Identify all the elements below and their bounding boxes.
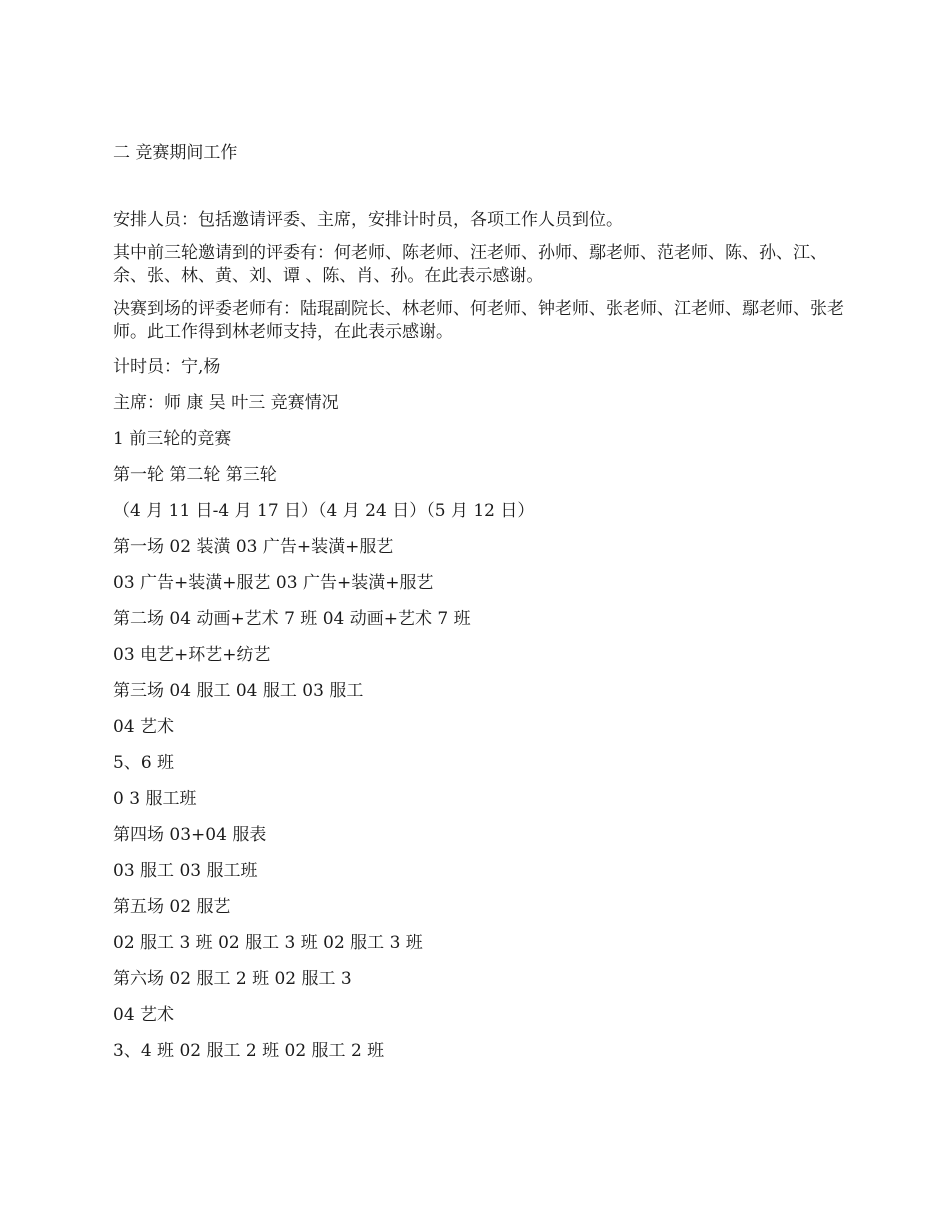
text-line: 5、6 班 <box>113 753 175 773</box>
text-line: 03 电艺+环艺+纺艺 <box>113 645 271 665</box>
section-heading: 二 竞赛期间工作 <box>113 143 238 163</box>
text-line: 3、4 班 02 服工 2 班 02 服工 2 班 <box>113 1041 385 1061</box>
text-line: 第一轮 第二轮 第三轮 <box>113 465 277 485</box>
text-line: 04 艺术 <box>113 717 175 737</box>
text-line: 第五场 02 服艺 <box>113 897 231 917</box>
text-line: （4 月 11 日-4 月 17 日）（4 月 24 日）（5 月 12 日） <box>113 501 535 521</box>
document-page <box>113 140 848 1074</box>
paragraph-final-judges: 决赛到场的评委老师有：陆琨副院长、林老师、何老师、钟老师、张老师、江老师、鄢老师、张老师。此工作得到林老师支持，在此表示感谢。 <box>113 299 844 342</box>
text-line: 第六场 02 服工 2 班 02 服工 3 <box>113 969 352 989</box>
text-line: 0 3 服工班 <box>113 789 197 809</box>
text-line: 1 前三轮的竞赛 <box>113 429 232 449</box>
text-line: 第三场 04 服工 04 服工 03 服工 <box>113 681 364 701</box>
text-line: 03 广告+装潢+服艺 03 广告+装潢+服艺 <box>113 573 434 593</box>
text-line: 02 服工 3 班 02 服工 3 班 02 服工 3 班 <box>113 933 423 953</box>
paragraph-staffing: 安排人员：包括邀请评委、主席，安排计时员，各项工作人员到位。 <box>113 210 623 230</box>
text-line: 第四场 03+04 服表 <box>113 825 267 845</box>
text-line: 04 艺术 <box>113 1005 175 1025</box>
text-line: 03 服工 03 服工班 <box>113 861 258 881</box>
text-line: 第一场 02 装潢 03 广告+装潢+服艺 <box>113 537 394 557</box>
text-line: 计时员：宁,杨 <box>113 357 221 377</box>
text-line: 第二场 04 动画+艺术 7 班 04 动画+艺术 7 班 <box>113 609 471 629</box>
paragraph-first-rounds-judges: 其中前三轮邀请到的评委有：何老师、陈老师、汪老师、孙师、鄢老师、范老师、陈、孙、江、余、张、林、黄、刘、谭 、陈、肖、孙。在此表示感谢。 <box>113 243 827 286</box>
text-line: 主席：师 康 吴 叶三 竞赛情况 <box>113 393 339 413</box>
